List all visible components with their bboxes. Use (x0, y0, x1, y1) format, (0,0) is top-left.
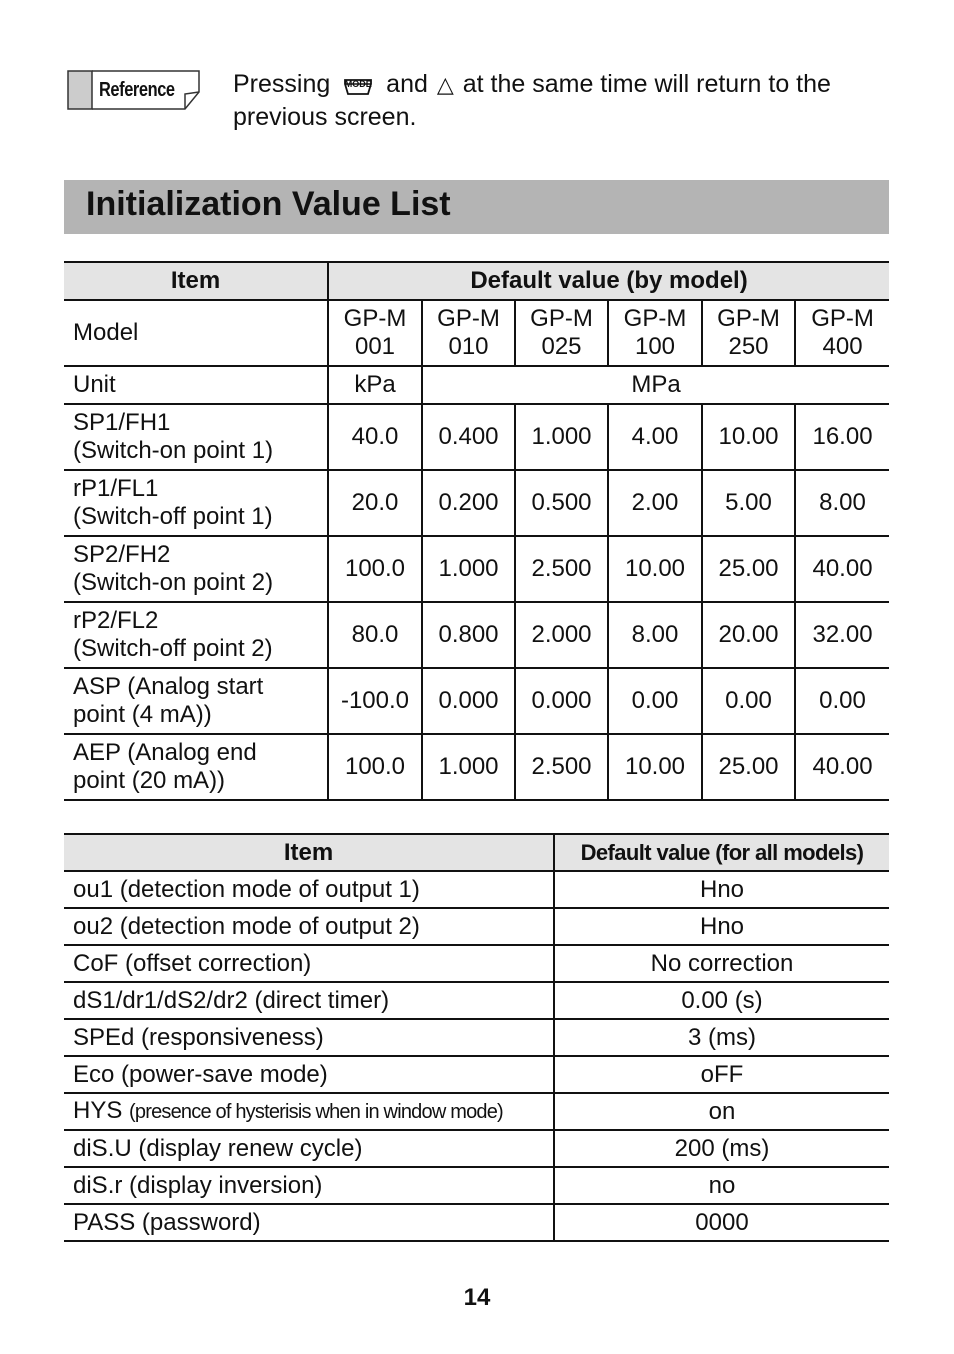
model-cell: GP-M 025 (515, 300, 608, 366)
intro-text-before: Pressing (233, 70, 331, 98)
value-cell: 100.0 (328, 536, 422, 602)
table-row (64, 1056, 889, 1093)
row-item-text: CoF (offset correction) (73, 949, 312, 977)
table-row-unit (64, 366, 889, 404)
row-label-unit: Unit (64, 366, 328, 404)
value-cell: 2.000 (515, 602, 608, 668)
value-cell: Hno (554, 871, 889, 908)
model-cell: GP-M 400 (795, 300, 889, 366)
row-item-text: dS1/dr1/dS2/dr2 (direct timer) (73, 986, 390, 1014)
value-cell: 0.00 (702, 668, 795, 734)
value-cell: No correction (554, 945, 889, 982)
table-row (64, 1130, 889, 1167)
row-item-label (64, 1056, 554, 1093)
value-cell: Hno (554, 908, 889, 945)
row-item-text: ou1 (detection mode of output 1) (73, 875, 420, 903)
value-cell: 0.00 (s) (554, 982, 889, 1019)
intro-text-and: and (386, 70, 428, 98)
value-cell: 0.500 (515, 470, 608, 536)
value-cell: 0.00 (795, 668, 889, 734)
intro-text-after: at the same time will return to the previous screen. (233, 70, 831, 131)
value-cell: 10.00 (702, 404, 795, 470)
value-cell: 10.00 (608, 734, 702, 800)
page-number: 14 (463, 1284, 491, 1311)
table-row (64, 1204, 889, 1241)
row-item-label (64, 1167, 554, 1204)
value-cell: 0.200 (422, 470, 515, 536)
value-cell: 16.00 (795, 404, 889, 470)
default-values-all-models-table (64, 833, 889, 1242)
value-cell: 2.500 (515, 536, 608, 602)
table-row (64, 470, 889, 536)
model-cell: GP-M 100 (608, 300, 702, 366)
value-cell: 40.00 (795, 536, 889, 602)
value-cell: 3 (ms) (554, 1019, 889, 1056)
value-cell: on (554, 1093, 889, 1130)
model-cell: GP-M 250 (702, 300, 795, 366)
value-cell: 0000 (554, 1204, 889, 1241)
row-item-label (64, 945, 554, 982)
value-cell: 8.00 (608, 602, 702, 668)
row-item-text: ou2 (detection mode of output 2) (73, 912, 420, 940)
value-cell: -100.0 (328, 668, 422, 734)
table-row (64, 982, 889, 1019)
row-item-label: SP2/FH2 (Switch-on point 2) (64, 536, 328, 602)
row-item-text: diS.U (display renew cycle) (73, 1134, 363, 1162)
table-row (64, 668, 889, 734)
row-item-label (64, 908, 554, 945)
row-item-label: AEP (Analog end point (20 mA)) (64, 734, 328, 800)
unit-kpa-cell: kPa (328, 366, 422, 404)
row-item-label: SP1/FH1 (Switch-on point 1) (64, 404, 328, 470)
row-item-text: HYS (73, 1097, 123, 1124)
row-item-label: ASP (Analog start point (4 mA)) (64, 668, 328, 734)
section-title: Initialization Value List (86, 185, 451, 223)
table-row (64, 871, 889, 908)
row-item-label (64, 871, 554, 908)
table-row (64, 602, 889, 668)
value-cell: 25.00 (702, 536, 795, 602)
table-row (64, 536, 889, 602)
default-values-by-model-table (64, 261, 889, 801)
value-cell: 20.0 (328, 470, 422, 536)
value-cell: 2.500 (515, 734, 608, 800)
value-cell: 200 (ms) (554, 1130, 889, 1167)
header-default-by-model: Default value (by model) (328, 262, 889, 300)
value-cell: no (554, 1167, 889, 1204)
table-row-model (64, 300, 889, 366)
mode-key-label: MODE (344, 79, 372, 89)
value-cell: 40.00 (795, 734, 889, 800)
header-default-all-models: Default value (for all models) (554, 834, 889, 871)
value-cell: 0.00 (608, 668, 702, 734)
value-cell: 20.00 (702, 602, 795, 668)
value-cell: 25.00 (702, 734, 795, 800)
header-item: Item (64, 834, 554, 871)
value-cell: 1.000 (422, 536, 515, 602)
table-row (64, 734, 889, 800)
header-item: Item (64, 262, 328, 300)
row-item-label (64, 1019, 554, 1056)
value-cell: 40.0 (328, 404, 422, 470)
mode-key-icon (341, 70, 375, 96)
row-item-label: rP2/FL2 (Switch-off point 2) (64, 602, 328, 668)
value-cell: 5.00 (702, 470, 795, 536)
table-row (64, 945, 889, 982)
table-row (64, 1019, 889, 1056)
reference-badge (67, 70, 200, 110)
table-row (64, 1093, 889, 1130)
row-item-note: (presence of hysterisis when in window mode) (129, 1101, 503, 1123)
value-cell: 0.800 (422, 602, 515, 668)
table-header-row (64, 262, 889, 300)
table-row (64, 908, 889, 945)
value-cell: 8.00 (795, 470, 889, 536)
intro-text (233, 68, 893, 134)
value-cell: 80.0 (328, 602, 422, 668)
value-cell: 100.0 (328, 734, 422, 800)
table-header-row (64, 834, 889, 871)
row-item-label (64, 1093, 554, 1130)
row-item-label (64, 1204, 554, 1241)
row-item-text: SPEd (responsiveness) (73, 1023, 324, 1051)
value-cell: 1.000 (515, 404, 608, 470)
reference-label: Reference (99, 79, 175, 101)
table-row (64, 1167, 889, 1204)
value-cell: 4.00 (608, 404, 702, 470)
value-cell: 32.00 (795, 602, 889, 668)
value-cell: 1.000 (422, 734, 515, 800)
row-label-model: Model (64, 300, 328, 366)
row-item-label (64, 982, 554, 1019)
up-arrow-key-icon: △ (436, 72, 454, 97)
row-item-text: Eco (power-save mode) (73, 1060, 328, 1088)
unit-mpa-cell: MPa (422, 366, 889, 404)
row-item-text: diS.r (display inversion) (73, 1171, 323, 1199)
table-row (64, 404, 889, 470)
row-item-label: rP1/FL1 (Switch-off point 1) (64, 470, 328, 536)
model-cell: GP-M 001 (328, 300, 422, 366)
value-cell: 0.000 (422, 668, 515, 734)
value-cell: 2.00 (608, 470, 702, 536)
model-cell: GP-M 010 (422, 300, 515, 366)
value-cell: oFF (554, 1056, 889, 1093)
value-cell: 0.400 (422, 404, 515, 470)
row-item-label (64, 1130, 554, 1167)
row-item-text: PASS (password) (73, 1208, 261, 1236)
value-cell: 10.00 (608, 536, 702, 602)
value-cell: 0.000 (515, 668, 608, 734)
section-heading-bar (64, 180, 889, 234)
